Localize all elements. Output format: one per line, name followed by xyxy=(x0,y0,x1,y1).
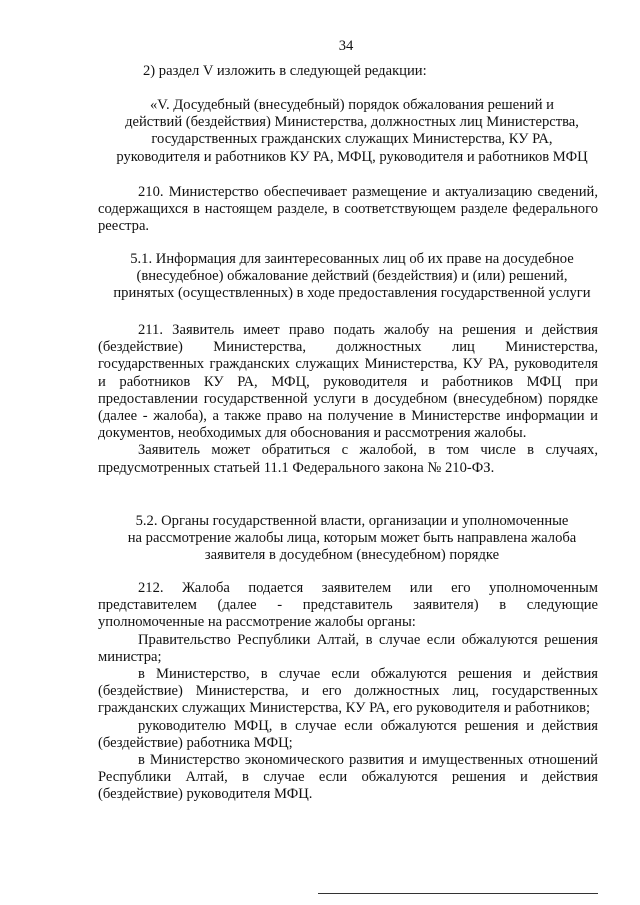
intro-line: 2) раздел V изложить в следующей редакции: xyxy=(143,63,427,79)
paragraph-211-b: Заявитель может обратиться с жалобой, в том числе в случаях, предусмотренных статьей 11.1 Федерального закона № 210-ФЗ. xyxy=(98,442,598,476)
heading-line: 5.1. Информация для заинтересованных лиц об их праве на досудебное xyxy=(130,251,574,267)
heading-line: принятых (осуществленных) в ходе предоставления государственной услуги xyxy=(113,285,591,302)
heading-line: заявителя в досудебном (внесудебном) порядке xyxy=(204,547,500,564)
heading-line: действий (бездействия) Министерства, должностных лиц Министерства, xyxy=(125,114,579,131)
paragraph-211: 211. Заявитель имеет право подать жалобу на решения и действия (бездействие) Министерства, должностных лиц Министерства, государственных гражданских служащих Министерства, КУ РА, руководителя и работников КУ РА, МФЦ, руководителя и работников МФЦ при предоставлении государственной услуги в досудебном (внесудебном) порядке (далее - жалоба), а также право на получение в Министерстве информации и документов, необходимых для обоснования и рассмотрения жалобы. xyxy=(98,322,598,442)
heading-line: «V. Досудебный (внесудебный) порядок обжалования решений и xyxy=(150,97,554,113)
paragraph-211-block xyxy=(98,322,598,477)
paragraph-210-block xyxy=(98,184,598,236)
paragraph-210: 210. Министерство обеспечивает размещение и актуализацию сведений, содержащихся в настоящем разделе, в соответствующем разделе федерального реестра. xyxy=(98,184,598,235)
heading-line: 5.2. Органы государственной власти, организации и уполномоченные xyxy=(135,513,569,529)
section-5-2-heading xyxy=(98,513,606,565)
heading-line: государственных гражданских служащих Министерства, КУ РА, xyxy=(151,131,553,148)
page-number: 34 xyxy=(338,38,354,54)
section-5-1-heading xyxy=(98,251,606,303)
paragraph-212-b: в Министерство, в случае если обжалуются решения и действия (бездействие) Министерства, и его должностных лиц, государственных гражданских служащих Министерства, КУ РА, его руководителя и работников; xyxy=(98,666,598,717)
paragraph-212: 212. Жалоба подается заявителем или его уполномоченным представителем (далее - представитель заявителя) в следующие уполномоченные на рассмотрение жалобы органы: xyxy=(98,580,598,631)
paragraph-212-a: Правительство Республики Алтай, в случае если обжалуются решения министра; xyxy=(98,631,598,665)
paragraph-212-d: в Министерство экономического развития и имущественных отношений Республики Алтай, в случае если обжалуются решения и действия (бездействие) руководителя МФЦ. xyxy=(98,752,598,803)
heading-line: руководителя и работников КУ РА, МФЦ, руководителя и работников МФЦ xyxy=(116,148,588,165)
footer-divider xyxy=(318,893,598,894)
heading-line: на рассмотрение жалобы лица, которым может быть направлена жалоба xyxy=(127,530,577,547)
paragraph-212-c: руководителю МФЦ, в случае если обжалуются решения и действия (бездействие) работника МФЦ; xyxy=(98,717,598,751)
heading-line: (внесудебное) обжалование действий (бездействия) и (или) решений, xyxy=(136,268,568,285)
section-v-heading xyxy=(98,97,606,166)
paragraph-212-block xyxy=(98,580,598,804)
